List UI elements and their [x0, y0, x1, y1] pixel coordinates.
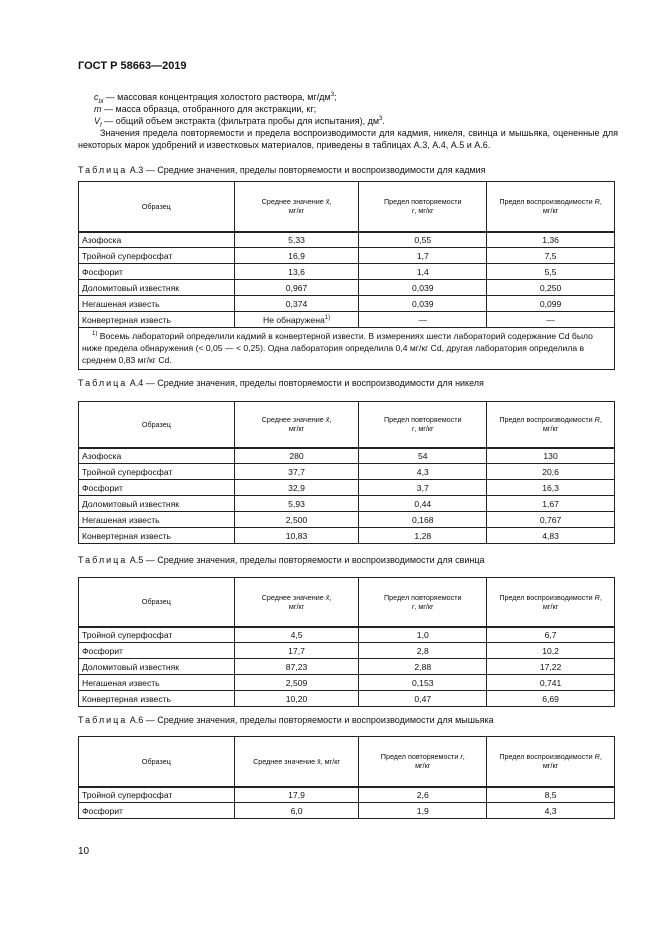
cell-reproducibility: 6,7: [487, 627, 615, 643]
cell-sample: Фосфорит: [79, 264, 235, 280]
cell-repeatability: 2,8: [359, 643, 487, 659]
cell-sample: Негашеная известь: [79, 512, 235, 528]
cell-mean: 4,5: [234, 627, 359, 643]
cell-mean: 87,23: [234, 659, 359, 675]
cell-reproducibility: 5,5: [487, 264, 615, 280]
table-row: [79, 464, 615, 480]
cell-sample: Доломитовый известняк: [79, 659, 235, 675]
cell-sample: Негашеная известь: [79, 675, 235, 691]
cell-reproducibility: 0,767: [487, 512, 615, 528]
cell-reproducibility: 20,6: [487, 464, 615, 480]
cell-repeatability: 0,47: [359, 691, 487, 707]
col-reproducibility: Предел воспроизводимости R, мг/кг: [487, 578, 615, 627]
cell-sample: Конвертерная известь: [79, 691, 235, 707]
cell-reproducibility: 17,22: [487, 659, 615, 675]
table-row: [79, 528, 615, 544]
cell-mean: 10,20: [234, 691, 359, 707]
cell-repeatability: 0,55: [359, 232, 487, 248]
table-a4: [78, 401, 615, 544]
cell-repeatability: 0,153: [359, 675, 487, 691]
cell-mean: 10,83: [234, 528, 359, 544]
table-row: [79, 787, 615, 803]
cell-sample: Азофоска: [79, 448, 235, 464]
cell-mean: 32,9: [234, 480, 359, 496]
cell-repeatability: 0,039: [359, 296, 487, 312]
table-a6-caption: Таблица А.6 — Средние значения, пределы повторяемости и воспроизводимости для мышьяка: [78, 715, 494, 725]
table-row: [79, 496, 615, 512]
table-row: [79, 296, 615, 312]
cell-repeatability: 54: [359, 448, 487, 464]
variable-definitions: [78, 91, 618, 151]
col-repeatability: Предел повторяемости r, мг/кг: [359, 182, 487, 232]
cell-mean: 2,500: [234, 512, 359, 528]
page-number: 10: [78, 846, 90, 857]
cell-reproducibility: 4,3: [487, 803, 615, 819]
cell-reproducibility: 130: [487, 448, 615, 464]
cell-repeatability: 1,0: [359, 627, 487, 643]
cell-sample: Фосфорит: [79, 643, 235, 659]
cell-repeatability: 1,4: [359, 264, 487, 280]
cell-sample: Доломитовый известняк: [79, 280, 235, 296]
cell-mean: 280: [234, 448, 359, 464]
cell-repeatability: —: [359, 312, 487, 328]
cell-mean: 0,374: [234, 296, 359, 312]
table-row: [79, 659, 615, 675]
cell-reproducibility: 16,3: [487, 480, 615, 496]
table-row: [79, 232, 615, 248]
cell-reproducibility: —: [487, 312, 615, 328]
table-row: [79, 691, 615, 707]
cell-mean: 2,509: [234, 675, 359, 691]
cell-reproducibility: 7,5: [487, 248, 615, 264]
intro-paragraph: Значения предела повторяемости и предела воспроизводимости для кадмия, никеля, свинца и мышьяка, оцененные для некоторых марок удобрений и известковых материалов, приведены в таблицах А.3, А.4, А.5 и А.6.: [78, 128, 618, 150]
cell-sample: Тройной суперфосфат: [79, 787, 235, 803]
col-sample: Образец: [79, 182, 235, 232]
cell-mean: 5,93: [234, 496, 359, 512]
cell-reproducibility: 8,5: [487, 787, 615, 803]
cell-sample: Негашеная известь: [79, 296, 235, 312]
cell-repeatability: 1,28: [359, 528, 487, 544]
col-repeatability: Предел повторяемости r, мг/кг: [359, 578, 487, 627]
cell-repeatability: 2,88: [359, 659, 487, 675]
table-a3: [78, 181, 615, 370]
table-row: [79, 803, 615, 819]
cell-mean: Не обнаружена$^{1)}$: [234, 312, 359, 328]
cell-sample: Доломитовый известняк: [79, 496, 235, 512]
cell-mean: 17,9: [234, 787, 359, 803]
cell-repeatability: 1,9: [359, 803, 487, 819]
footnote-text: $^{1)}$ Восемь лабораторий определили кадмий в конвертерной извести. В измерениях шести лабораторий содержание Cd было ниже предела обнаружения (< 0,05 — < 0,25). Одна лаборатория определила 0,4 мг/кг Cd, другая лаборатория определила в среднем 0,83 мг/кг Cd.: [79, 328, 615, 370]
col-sample: Образец: [79, 578, 235, 627]
table-a3-caption: Таблица А.3 — Средние значения, пределы повторяемости и воспроизводимости для кадмия: [78, 165, 486, 175]
cell-mean: 5,33: [234, 232, 359, 248]
table-row: [79, 264, 615, 280]
cell-repeatability: 0,039: [359, 280, 487, 296]
cell-sample: Азофоска: [79, 232, 235, 248]
cell-reproducibility: 0,250: [487, 280, 615, 296]
table-footnote: [79, 328, 615, 370]
col-reproducibility: Предел воспроизводимости R, мг/кг: [487, 737, 615, 787]
table-row: [79, 280, 615, 296]
table-row: [79, 512, 615, 528]
cell-mean: 16,9: [234, 248, 359, 264]
cell-mean: 37,7: [234, 464, 359, 480]
cell-mean: 6,0: [234, 803, 359, 819]
cell-sample: Тройной суперфосфат: [79, 464, 235, 480]
cell-repeatability: 0,44: [359, 496, 487, 512]
cell-reproducibility: 0,099: [487, 296, 615, 312]
definition-sample-mass: m — масса образца, отобранного для экстракции, кг;: [94, 104, 317, 114]
table-row: [79, 675, 615, 691]
cell-reproducibility: 1,36: [487, 232, 615, 248]
cell-sample: Конвертерная известь: [79, 528, 235, 544]
cell-sample: Конвертерная известь: [79, 312, 235, 328]
col-sample: Образец: [79, 402, 235, 448]
table-row: [79, 480, 615, 496]
definition-blank-conc: $c_{bl}$ — массовая концентрация холостого раствора, $мг/дм^3$;: [94, 92, 337, 105]
col-mean: Среднее значение x̄, мг/кг: [234, 402, 359, 448]
table-a5-caption: Таблица А.5 — Средние значения, пределы повторяемости и воспроизводимости для свинца: [78, 555, 485, 565]
table-row: [79, 643, 615, 659]
cell-sample: Фосфорит: [79, 803, 235, 819]
cell-reproducibility: 10,2: [487, 643, 615, 659]
cell-sample: Тройной суперфосфат: [79, 627, 235, 643]
col-repeatability: Предел повторяемости r, мг/кг: [359, 402, 487, 448]
table-a4-caption: Таблица А.4 — Средние значения, пределы повторяемости и воспроизводимости для никеля: [78, 378, 484, 388]
cell-sample: Тройной суперфосфат: [79, 248, 235, 264]
cell-reproducibility: 0,741: [487, 675, 615, 691]
cell-mean: 13,6: [234, 264, 359, 280]
cell-repeatability: 4,3: [359, 464, 487, 480]
table-row: [79, 248, 615, 264]
col-sample: Образец: [79, 737, 235, 787]
col-reproducibility: Предел воспроизводимости R, мг/кг: [487, 402, 615, 448]
cell-reproducibility: 6,69: [487, 691, 615, 707]
cell-reproducibility: 1,67: [487, 496, 615, 512]
document-header: ГОСТ Р 58663—2019: [78, 60, 187, 72]
cell-mean: 17,7: [234, 643, 359, 659]
table-row: [79, 448, 615, 464]
cell-mean: 0,967: [234, 280, 359, 296]
col-mean: Среднее значение x̄, мг/кг: [234, 182, 359, 232]
table-a6: [78, 736, 615, 819]
cell-repeatability: 2,6: [359, 787, 487, 803]
table-a5: [78, 577, 615, 707]
cell-reproducibility: 4,83: [487, 528, 615, 544]
table-row: [79, 627, 615, 643]
col-repeatability: Предел повторяемости r, мг/кг: [359, 737, 487, 787]
cell-repeatability: 0,168: [359, 512, 487, 528]
col-mean: Среднее значение x̄, мг/кг: [234, 737, 359, 787]
col-mean: Среднее значение x̄, мг/кг: [234, 578, 359, 627]
col-reproducibility: Предел воспроизводимости R, мг/кг: [487, 182, 615, 232]
cell-sample: Фосфорит: [79, 480, 235, 496]
cell-repeatability: 1,7: [359, 248, 487, 264]
cell-repeatability: 3,7: [359, 480, 487, 496]
definition-extract-volume: $V_f$ — общий объем экстракта (фильтрата пробы для испытания), $дм^3$.: [94, 116, 385, 129]
table-row: [79, 312, 615, 328]
